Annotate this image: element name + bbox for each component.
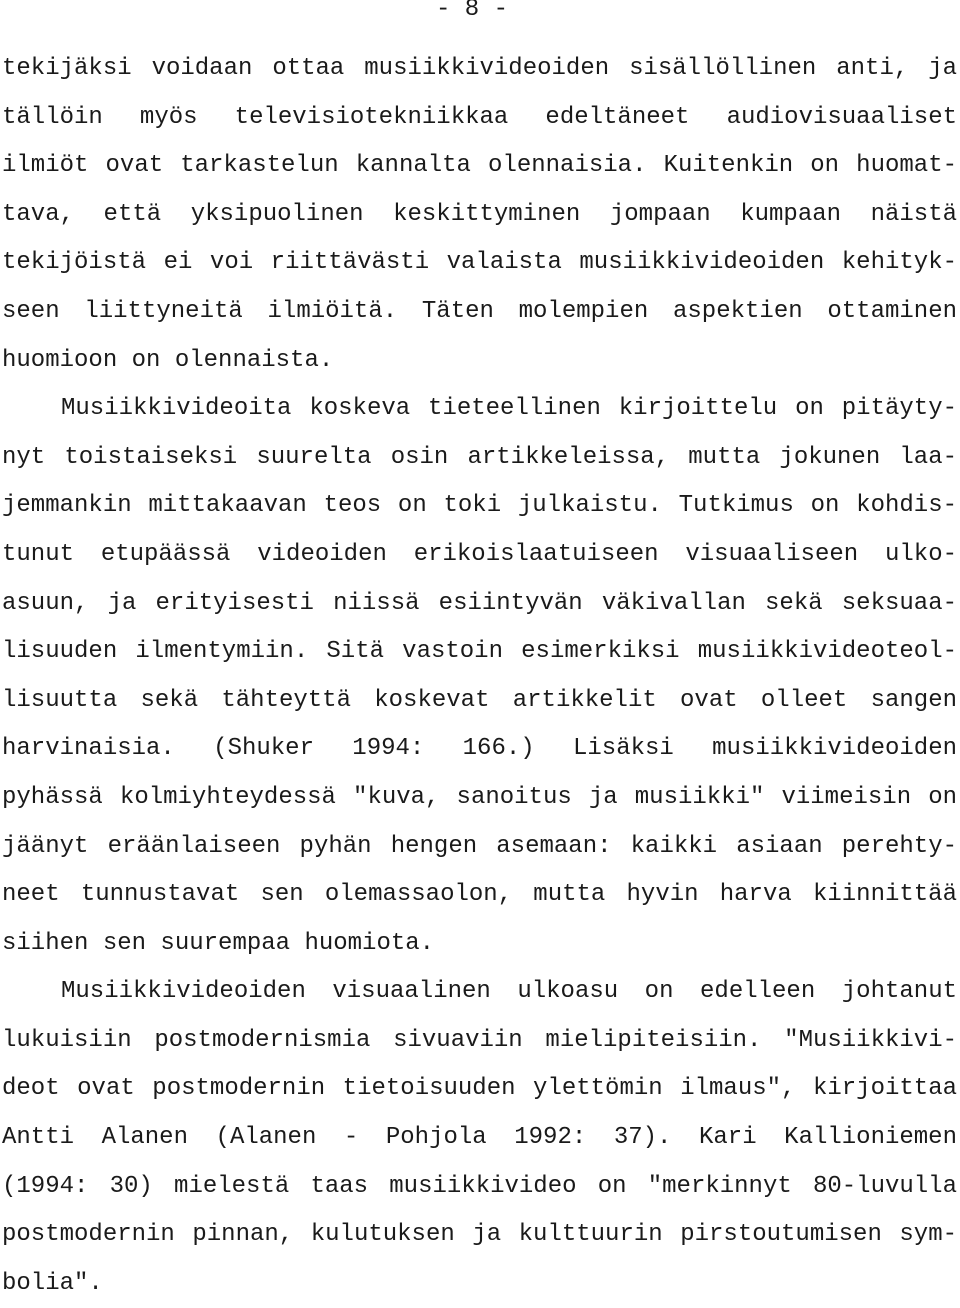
text-line: Musiikkivideoiden visuaalinen ulkoasu on edelleen johtanut bbox=[61, 978, 957, 1006]
text-line: siihen sen suurempaa huomiota. bbox=[2, 929, 435, 957]
text-line: asuun, ja erityisesti niissä esiintyvän väkivallan sekä seksuaa- bbox=[2, 589, 957, 617]
text-line: Musiikkivideoita koskeva tieteellinen kirjoittelu on pitäyty- bbox=[61, 395, 957, 423]
text-line: jemmankin mittakaavan teos on toki julkaistu. Tutkimus on kohdis- bbox=[2, 492, 957, 520]
text-line: (1994: 30) mielestä taas musiikkivideo on "merkinnyt 80-luvulla bbox=[2, 1172, 957, 1200]
text-line: lisuuden ilmentymiin. Sitä vastoin esimerkiksi musiikkivideoteol- bbox=[2, 638, 957, 666]
text-line: tällöin myös televisiotekniikkaa edeltäneet audiovisuaaliset bbox=[2, 103, 957, 131]
text-line: postmodernin pinnan, kulutuksen ja kulttuurin pirstoutumisen sym- bbox=[2, 1221, 957, 1249]
text-line: tekijöistä ei voi riittävästi valaista musiikkivideoiden kehityk- bbox=[2, 249, 957, 277]
page-number: - 8 - bbox=[436, 0, 509, 23]
text-line: lukuisiin postmodernismia sivuaviin mielipiteisiin. "Musiikkivi- bbox=[2, 1026, 957, 1054]
text-line: jäänyt eräänlaiseen pyhän hengen asemaan: kaikki asiaan perehty- bbox=[2, 832, 957, 860]
text-line: neet tunnustavat sen olemassaolon, mutta hyvin harva kiinnittää bbox=[2, 881, 957, 909]
body-text bbox=[2, 45, 957, 1308]
text-line: pyhässä kolmiyhteydessä "kuva, sanoitus ja musiikki" viimeisin on bbox=[2, 783, 957, 811]
text-line: harvinaisia. (Shuker 1994: 166.) Lisäksi musiikkivideoiden bbox=[2, 735, 957, 763]
text-line: bolia". bbox=[2, 1269, 103, 1297]
text-line: lisuutta sekä tähteyttä koskevat artikkelit ovat olleet sangen bbox=[2, 686, 957, 714]
text-line: huomioon on olennaista. bbox=[2, 346, 334, 374]
text-line: seen liittyneitä ilmiöitä. Täten molempien aspektien ottaminen bbox=[2, 297, 957, 325]
text-line: Antti Alanen (Alanen - Pohjola 1992: 37). Kari Kallioniemen bbox=[2, 1124, 957, 1152]
text-line: ilmiöt ovat tarkastelun kannalta olennaisia. Kuitenkin on huomat- bbox=[2, 152, 957, 180]
text-line: tava, että yksipuolinen keskittyminen jompaan kumpaan näistä bbox=[2, 200, 957, 228]
text-line: deot ovat postmodernin tietoisuuden ylettömin ilmaus", kirjoittaa bbox=[2, 1075, 957, 1103]
text-line: tunut etupäässä videoiden erikoislaatuiseen visuaaliseen ulko- bbox=[2, 540, 957, 568]
text-line: nyt toistaiseksi suurelta osin artikkeleissa, mutta jokunen laa- bbox=[2, 443, 957, 471]
text-line: tekijäksi voidaan ottaa musiikkivideoiden sisällöllinen anti, ja bbox=[2, 55, 957, 82]
